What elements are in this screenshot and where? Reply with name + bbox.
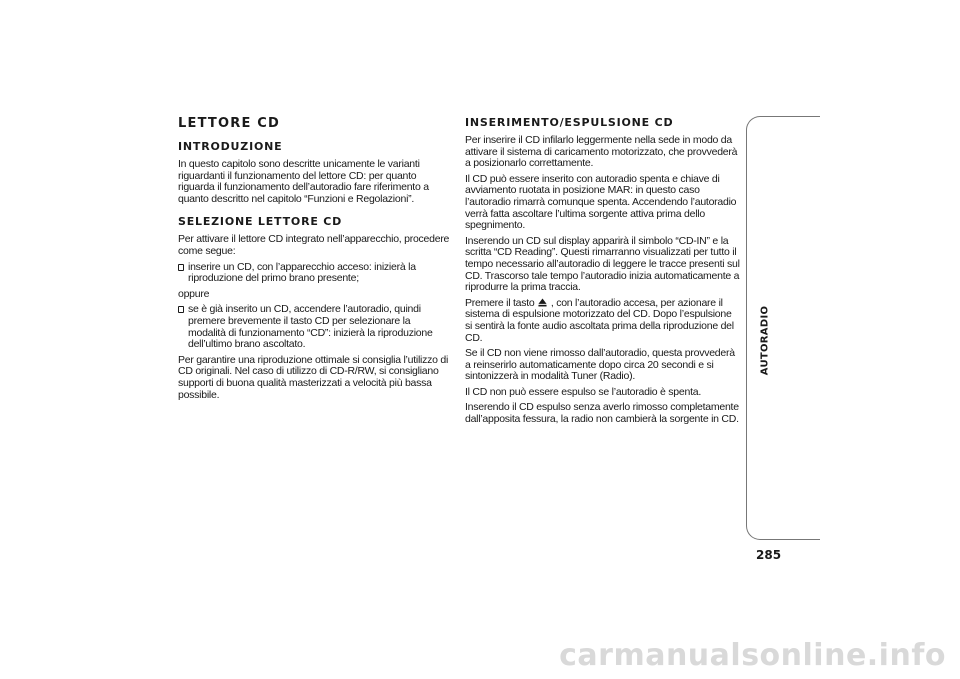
paragraph-6: Il CD non può essere espulso se l’autoradio è spenta. <box>465 385 701 398</box>
paragraph-4-before: Premere il tasto <box>465 296 535 309</box>
paragraph-introduzione: In questo capitolo sono descritte unicamente le varianti riguardanti il funzionamento del lettore CD: per quanto riguarda il funzionamento dell’autoradio fare riferimento a quanto descritto nel capitolo “Funzioni e Regolazioni”. <box>178 158 429 205</box>
section-heading-inserimento: INSERIMENTO/ESPULSIONE CD <box>465 116 674 129</box>
paragraph-7: Inserendo il CD espulso senza averlo rimosso completamente dall’apposita fessura, la radio non cambierà la sorgente in CD. <box>465 401 739 426</box>
section-heading-introduzione: INTRODUZIONE <box>178 140 283 153</box>
paragraph-5: Se il CD non viene rimosso dall’autoradio, questa provvederà a reinserirlo automaticamente dopo circa 20 secondi e si sintonizzerà in modalità Tuner (Radio). <box>465 347 735 383</box>
paragraph-4-after: , con l’autoradio accesa, per azionare il sistema di espulsione motorizzato del CD. Dopo l’espulsione si sentirà la fonte audio ascoltata prima della riproduzione del CD. <box>465 296 734 344</box>
chapter-side-label <box>755 290 775 390</box>
bullet-text: inserire un CD, con l’apparecchio acceso: inizierà la riproduzione del primo brano presente; <box>188 260 416 285</box>
left-column <box>178 116 450 405</box>
page-number: 285 <box>756 548 782 562</box>
checkbox-bullet-icon <box>178 264 184 271</box>
paragraph-2: Il CD può essere inserito con autoradio spenta e chiave di avviamento ruotata in posizione MAR: in questo caso l’autoradio rimarrà comunque spenta. Accendendo l’autoradio verrà fatta ascoltare l’ultima sorgente attiva prima dello spegnimento. <box>465 172 737 232</box>
side-label-text: AUTORADIO <box>759 305 771 375</box>
paragraph-3: Inserendo un CD sul display apparirà il simbolo “CD-IN” e la scritta “CD Reading”. Questi rimarranno visualizzati per tutto il tempo necessario all’autoradio di leggere le tracce presenti sul CD. Trascorso tale tempo l’autoradio inizia automaticamente a riprodurre la prima traccia. <box>465 234 740 294</box>
paragraph-note: Per garantire una riproduzione ottimale si consiglia l’utilizzo di CD originali. Nel caso di utilizzo di CD-R/RW, si consigliano supporti di buona qualità masterizzati a velocità più bassa possibile. <box>178 353 449 401</box>
paragraph-oppure: oppure <box>178 287 210 300</box>
watermark: carmanualsonline.info <box>559 638 946 673</box>
list-item <box>178 262 450 285</box>
chapter-title: LETTORE CD <box>178 116 280 131</box>
right-column <box>465 116 741 430</box>
list-item <box>178 304 450 350</box>
paragraph-selezione-intro: Per attivare il lettore CD integrato nell’apparecchio, procedere come segue: <box>178 233 450 257</box>
section-heading-selezione: SELEZIONE LETTORE CD <box>178 215 343 229</box>
eject-icon <box>538 298 547 307</box>
bullet-text: se è già inserito un CD, accendere l’autoradio, quindi premere brevemente il tasto CD per selezionare la modalità di funzionamento “CD”: inizierà la riproduzione dell’ultimo brano ascoltato. <box>188 303 433 351</box>
checkbox-bullet-icon <box>178 306 184 313</box>
paragraph-4 <box>465 298 741 344</box>
paragraph-1: Per inserire il CD infilarlo leggermente nella sede in modo da attivare il sistema di caricamento motorizzato, che provvederà a posizionarlo correttamente. <box>465 134 738 170</box>
